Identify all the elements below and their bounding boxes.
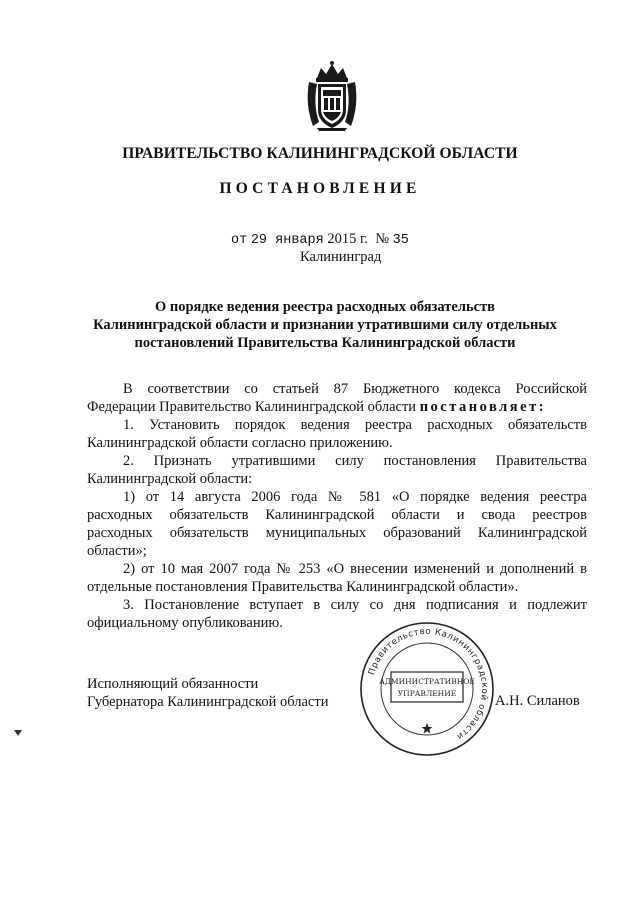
subject-line: О порядке ведения реестра расходных обязательств [154, 299, 496, 315]
preamble-paragraph [87, 380, 587, 416]
seal-center-text: АДМИНИСТРАТИВНОЕ [379, 677, 475, 686]
text-line: 1) от 14 августа 2006 года № 581 «О порядке ведения реестра [123, 489, 587, 505]
subitem-2-paragraph [87, 560, 587, 596]
text-line: отдельные постановления Правительства Калининградской области». [87, 579, 519, 595]
subject-line: постановлений Правительства Калининградской области [134, 335, 516, 351]
subitem-1-paragraph [87, 488, 587, 560]
signatory-name: А.Н. Силанов [495, 693, 580, 709]
signatory-title-line: Исполняющий обязанности [87, 676, 259, 692]
signatory-title-line: Губернатора Калининградской области [87, 694, 329, 710]
signatory-title [87, 675, 328, 711]
text-line: расходных обязательств Калининградской области и свода реестров [87, 507, 587, 523]
seal-center-text: УПРАВЛЕНИЕ [397, 689, 457, 698]
document-number: 35 [392, 233, 409, 248]
date-line [231, 231, 409, 248]
text-line: 2) от 10 мая 2007 года № 253 «О внесении изменений и дополнений в [123, 561, 587, 577]
coat-of-arms-icon [303, 60, 361, 132]
text-line: 1. Установить порядок ведения реестра расходных обязательств [123, 417, 587, 433]
text-line: расходных обязательств муниципальных образований Калининградской [87, 525, 587, 541]
seal-ring-text: Правительство Калининградской области [366, 626, 490, 742]
document-year: 2015 г. [327, 231, 368, 247]
operative-word: постановляет: [419, 399, 547, 415]
margin-mark-icon [14, 730, 22, 736]
government-title: ПРАВИТЕЛЬСТВО КАЛИНИНГРАДСКОЙ ОБЛАСТИ [122, 145, 518, 162]
text-fragment: Федерации Правительство Калининградской области [87, 399, 417, 415]
item-1-paragraph [87, 416, 587, 452]
text-line: 3. Постановление вступает в силу со дня подписания и подлежит [123, 597, 587, 613]
document-subject [60, 298, 590, 352]
text-line: В соответствии со статьей 87 Бюджетного кодекса Российской [123, 381, 587, 397]
item-2-paragraph [87, 452, 587, 488]
star-icon [422, 723, 433, 734]
text-line: Калининградской области: [87, 471, 253, 487]
city-name: Калининград [300, 249, 382, 265]
item-3-paragraph [87, 596, 587, 632]
text-line: официальному опубликованию. [87, 615, 283, 631]
text-line: 2. Признать утратившими силу постановления Правительства [123, 453, 587, 469]
text-line: области»; [87, 543, 147, 559]
handwritten-date: 29 января [250, 233, 324, 248]
subject-line: Калининградской области и признании утратившими силу отдельных [93, 317, 557, 333]
date-prefix: от [231, 233, 248, 248]
document-type-title: ПОСТАНОВЛЕНИЕ [219, 180, 421, 197]
official-seal-stamp [358, 620, 496, 758]
text-line: Калининградской области согласно приложению. [87, 435, 393, 451]
text-line [87, 398, 587, 416]
number-sign: № [375, 231, 390, 247]
